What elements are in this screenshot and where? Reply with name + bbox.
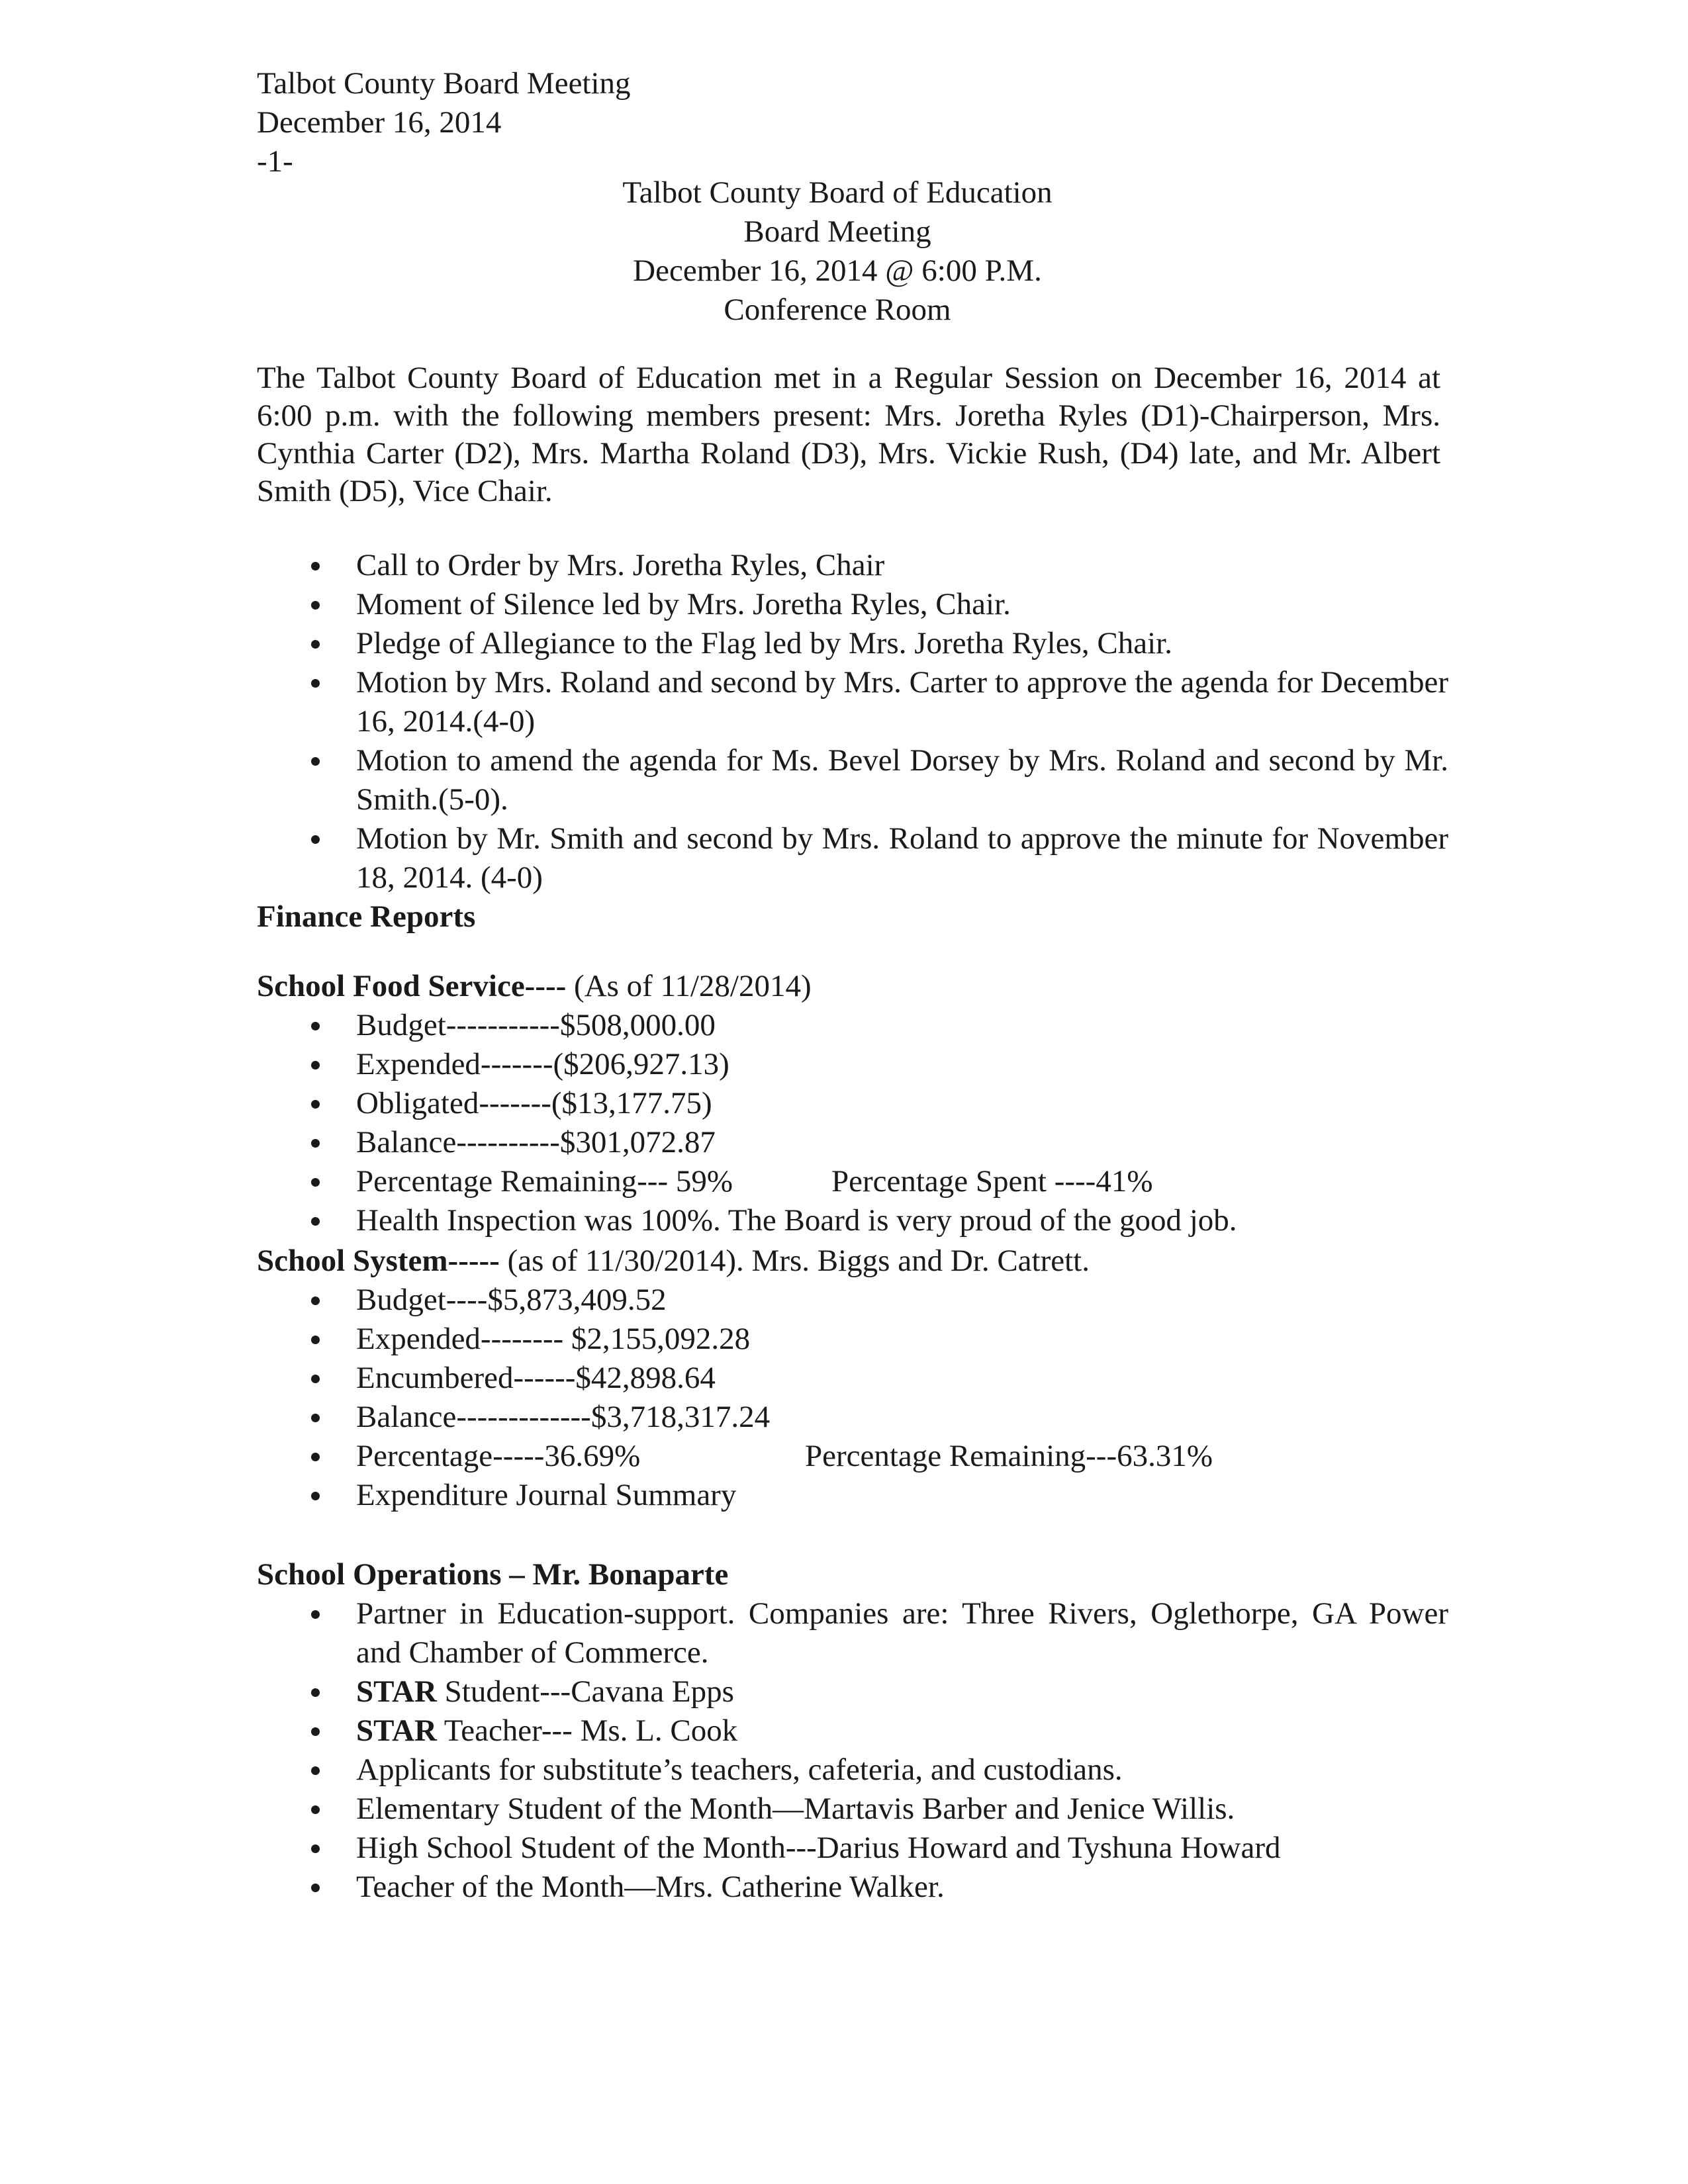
header-date: December 16, 2014 xyxy=(257,105,502,140)
list-item: Budget----$5,873,409.52 xyxy=(257,1281,1448,1320)
finance-heading: Finance Reports xyxy=(257,899,476,934)
bullet-icon xyxy=(311,1453,320,1461)
bullet-icon xyxy=(311,679,320,688)
bullet-icon xyxy=(311,1139,320,1148)
bullet-icon xyxy=(311,1610,320,1619)
bullet-icon xyxy=(311,1061,320,1069)
list-item: Health Inspection was 100%. The Board is very proud of the good job. xyxy=(257,1201,1448,1240)
bullet-icon xyxy=(311,1766,320,1775)
operations-section xyxy=(257,1555,1448,1907)
bullet-icon xyxy=(311,1022,320,1030)
bullet-icon xyxy=(311,835,320,844)
intro-paragraph: The Talbot County Board of Education met in a Regular Session on December 16, 2014 at 6:00 p.m. with the following members present: Mrs. Joretha Ryles (D1)-Chairperson, Mrs. Cynthia Carter (D2), Mrs. Martha Roland (D3), Mrs. Vickie Rush, (D4) late, and Mr. Albert Smith (D5), Vice Chair. xyxy=(257,361,1440,508)
list-item: Balance----------$301,072.87 xyxy=(257,1123,1448,1162)
title-date-time: December 16, 2014 @ 6:00 P.M. xyxy=(633,253,1042,288)
running-header xyxy=(257,64,631,181)
list-item: Obligated-------($13,177.75) xyxy=(257,1084,1448,1123)
title-location: Conference Room xyxy=(724,293,951,327)
opening-section xyxy=(257,546,1448,936)
bullet-icon xyxy=(311,1414,320,1422)
list-item: Teacher of the Month—Mrs. Catherine Walker. xyxy=(257,1868,1448,1907)
school-system-list xyxy=(257,1281,1448,1515)
list-item: Call to Order by Mrs. Joretha Ryles, Chair xyxy=(257,546,1448,585)
school-system-heading: School System----- (as of 11/30/2014). Mrs. Biggs and Dr. Catrett. xyxy=(257,1244,1090,1278)
food-service-list xyxy=(257,1006,1448,1240)
bullet-icon xyxy=(311,601,320,610)
list-item: Pledge of Allegiance to the Flag led by Mrs. Joretha Ryles, Chair. xyxy=(257,624,1448,663)
bullet-icon xyxy=(311,1884,320,1892)
list-item: Motion to amend the agenda for Ms. Bevel Dorsey by Mrs. Roland and second by Mr. Smith.(5-0). xyxy=(257,741,1448,819)
bullet-icon xyxy=(311,1297,320,1305)
bullet-icon xyxy=(311,1336,320,1344)
opening-list xyxy=(257,546,1448,897)
title-organization: Talbot County Board of Education xyxy=(622,175,1053,210)
list-item: Motion by Mr. Smith and second by Mrs. Roland to approve the minute for November 18, 2014. (4-0) xyxy=(257,819,1448,897)
food-service-section xyxy=(257,967,1448,1240)
list-item: Applicants for substitute’s teachers, cafeteria, and custodians. xyxy=(257,1751,1448,1790)
list-item: Expended-------- $2,155,092.28 xyxy=(257,1320,1448,1359)
list-item: High School Student of the Month---Darius Howard and Tyshuna Howard xyxy=(257,1829,1448,1868)
header-title: Talbot County Board Meeting xyxy=(257,66,631,101)
bullet-icon xyxy=(311,1178,320,1187)
food-service-heading: School Food Service---- (As of 11/28/2014) xyxy=(257,969,812,1003)
bullet-icon xyxy=(311,640,320,649)
meeting-title xyxy=(0,173,1688,330)
list-item: Elementary Student of the Month—Martavis Barber and Jenice Willis. xyxy=(257,1790,1448,1829)
operations-heading: School Operations – Mr. Bonaparte xyxy=(257,1557,729,1592)
bullet-icon xyxy=(311,562,320,570)
page-number: -1- xyxy=(257,144,293,179)
list-item: Expenditure Journal Summary xyxy=(257,1476,1448,1515)
list-item: Partner in Education-support. Companies are: Three Rivers, Oglethorpe, GA Power and Chamber of Commerce. xyxy=(257,1594,1448,1672)
title-meeting-type: Board Meeting xyxy=(743,214,931,249)
list-item: Motion by Mrs. Roland and second by Mrs. Carter to approve the agenda for December 16, 2014.(4-0) xyxy=(257,663,1448,741)
bullet-icon xyxy=(311,1727,320,1736)
list-item: STAR Teacher--- Ms. L. Cook xyxy=(257,1711,1448,1751)
bullet-icon xyxy=(311,757,320,766)
school-system-section xyxy=(257,1242,1448,1515)
list-item: Expended-------($206,927.13) xyxy=(257,1045,1448,1084)
bullet-icon xyxy=(311,1844,320,1853)
list-item: Budget-----------$508,000.00 xyxy=(257,1006,1448,1045)
list-item: Balance-------------$3,718,317.24 xyxy=(257,1398,1448,1437)
bullet-icon xyxy=(311,1492,320,1500)
list-item: STAR Student---Cavana Epps xyxy=(257,1672,1448,1711)
bullet-icon xyxy=(311,1100,320,1109)
list-item: Percentage-----36.69% Percentage Remaining---63.31% xyxy=(257,1437,1448,1476)
bullet-icon xyxy=(311,1688,320,1697)
list-item: Percentage Remaining--- 59% Percentage Spent ----41% xyxy=(257,1162,1448,1201)
list-item: Moment of Silence led by Mrs. Joretha Ryles, Chair. xyxy=(257,585,1448,624)
list-item: Encumbered------$42,898.64 xyxy=(257,1359,1448,1398)
bullet-icon xyxy=(311,1805,320,1814)
bullet-icon xyxy=(311,1217,320,1226)
bullet-icon xyxy=(311,1375,320,1383)
operations-list xyxy=(257,1594,1448,1907)
